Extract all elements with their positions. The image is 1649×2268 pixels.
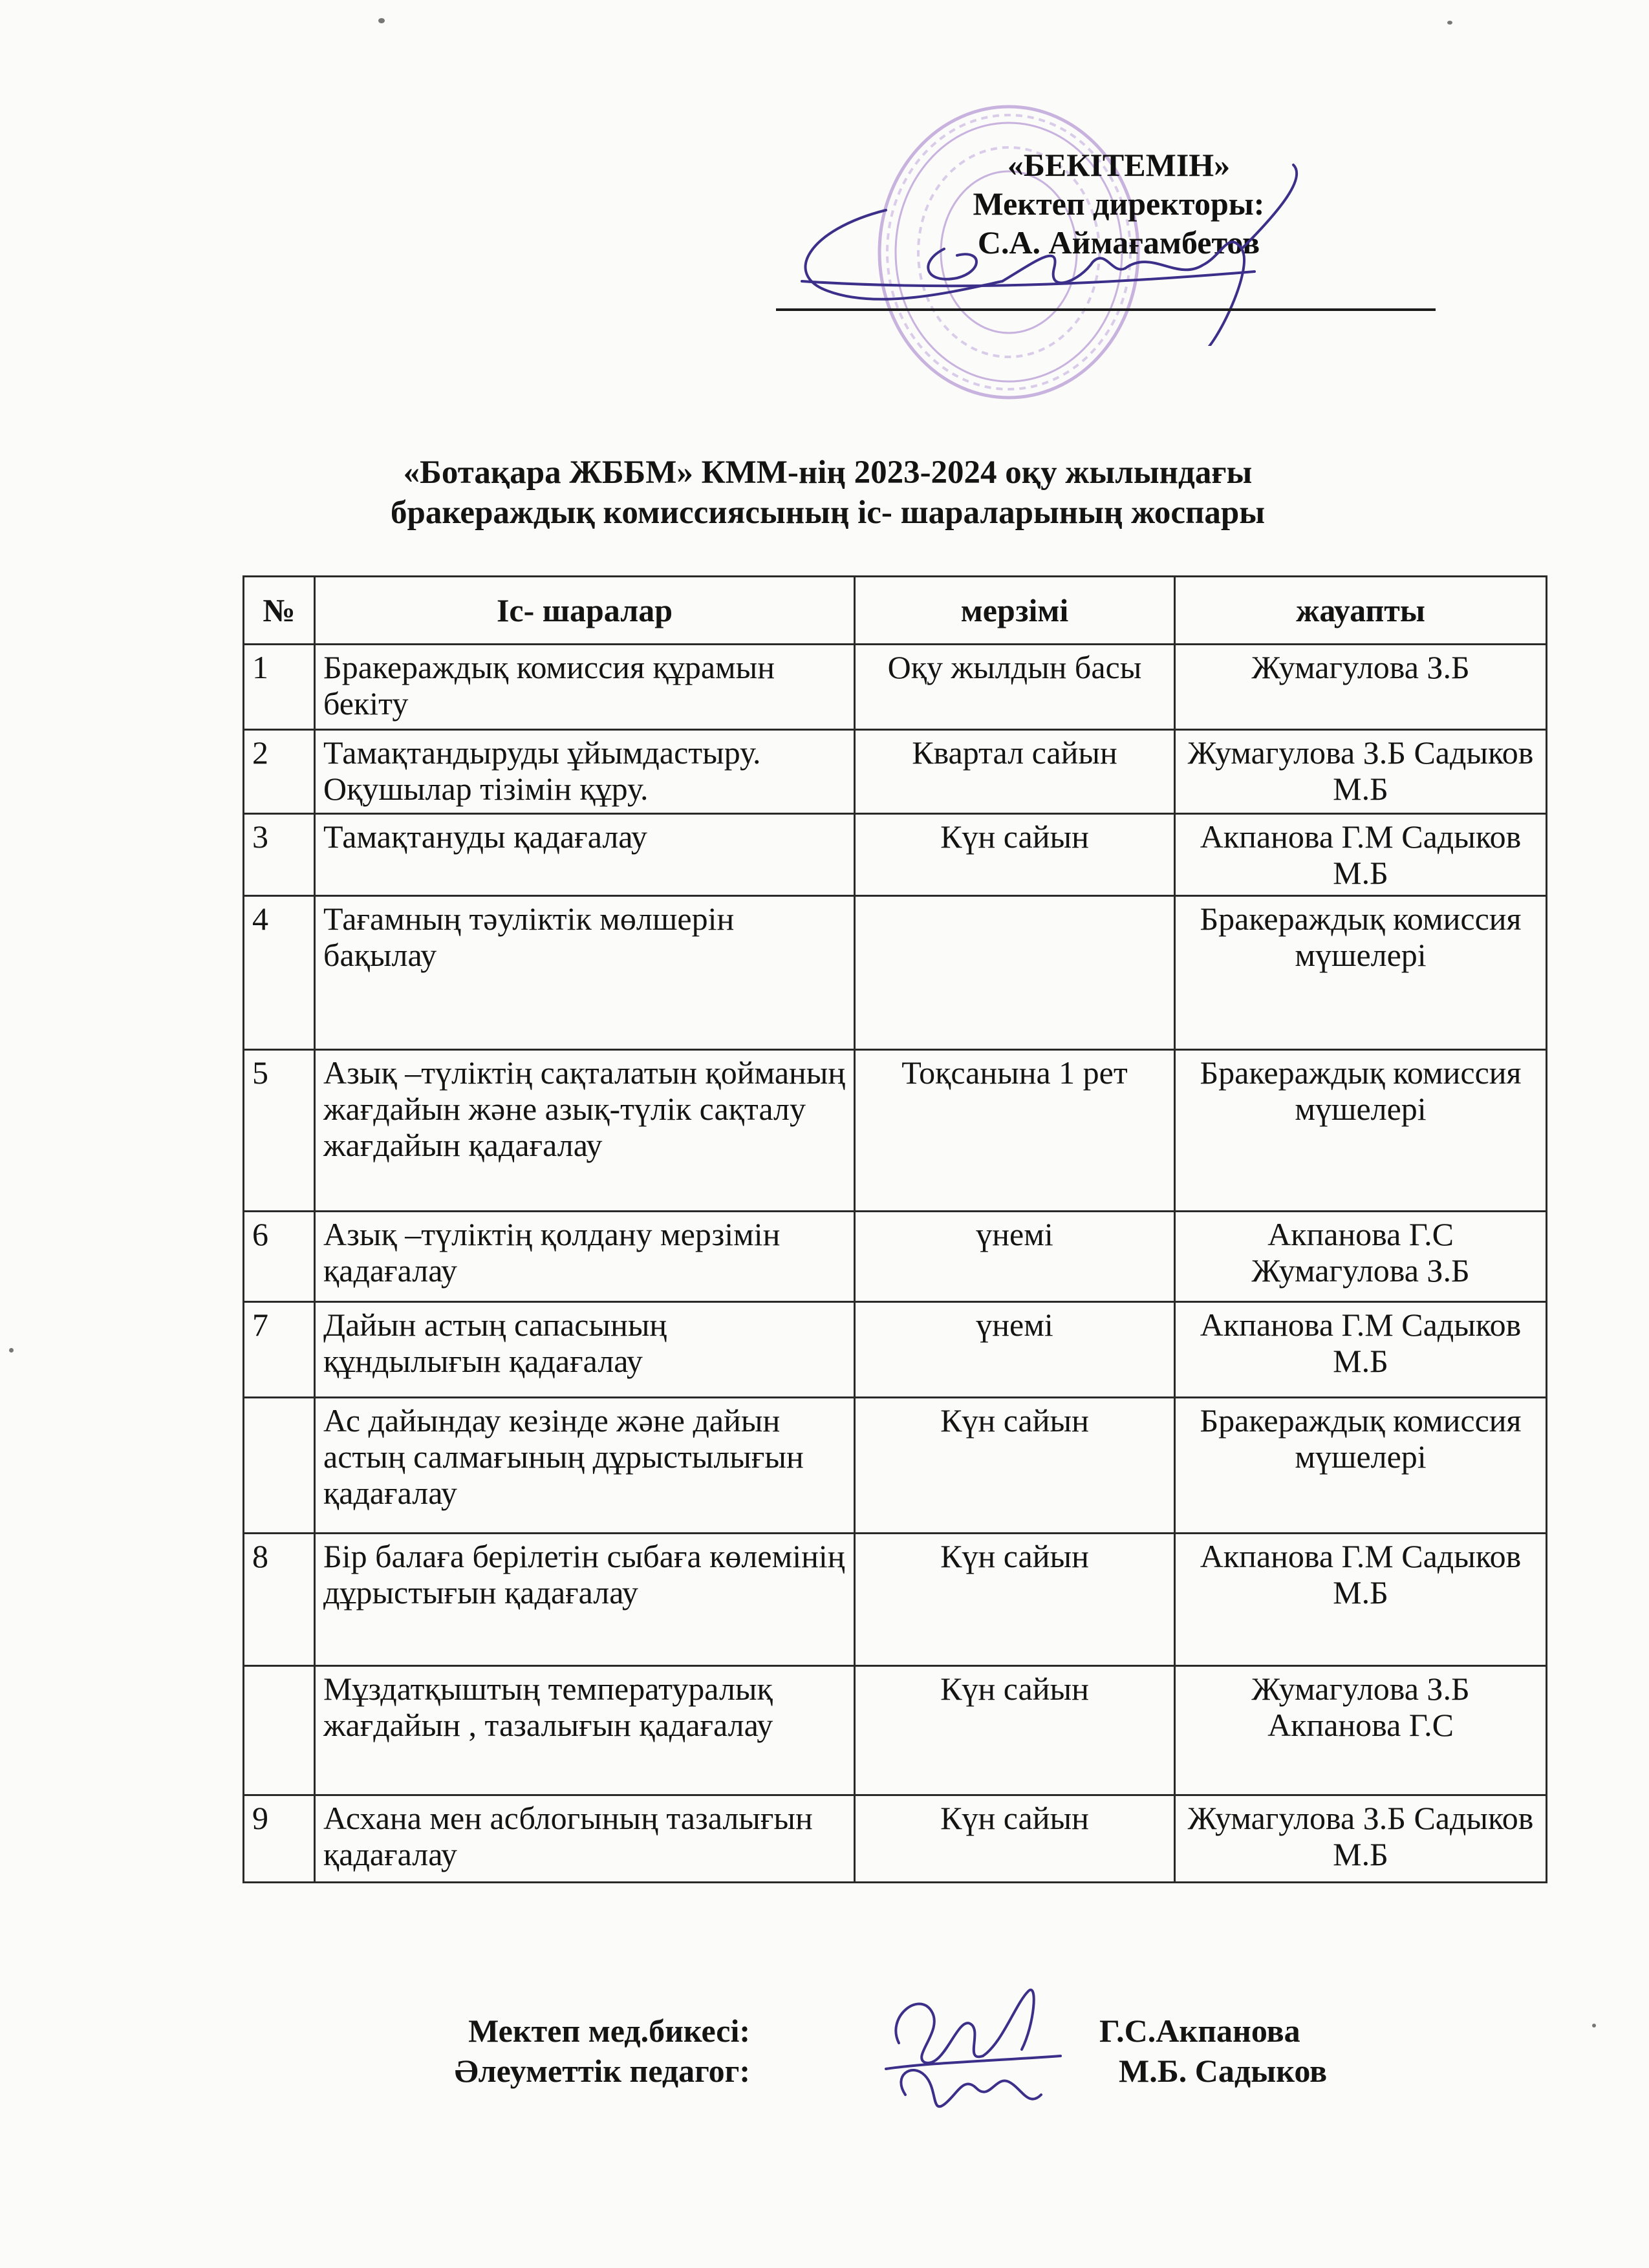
row-responsible: Акпанова Г.М Садыков М.Б: [1175, 814, 1547, 896]
row-term: үнемі: [855, 1212, 1175, 1302]
row-responsible: Бракераждық комиссия мүшелері: [1175, 1398, 1547, 1534]
nurse-role-label: Мектеп мед.бикесі:: [468, 2013, 750, 2049]
row-activity: Ас дайындау кезінде және дайын астың салмағының дұрыстылығын қадағалау: [315, 1398, 855, 1534]
handwritten-signature-icon: [873, 1965, 1080, 2140]
row-responsible: Акпанова Г.С Жумагулова З.Б: [1175, 1212, 1547, 1302]
table-row: [244, 1050, 1547, 1212]
row-activity: Азық –түліктің қолдану мерзімін қадағалау: [315, 1212, 855, 1302]
row-responsible: Акпанова Г.М Садыков М.Б: [1175, 1302, 1547, 1398]
row-term: Квартал сайын: [855, 730, 1175, 814]
table-row: [244, 814, 1547, 896]
table-row: [244, 1398, 1547, 1534]
row-activity: Тағамның тәуліктік мөлшерін бақылау: [315, 896, 855, 1050]
row-responsible: Жумагулова З.Б: [1175, 645, 1547, 730]
row-activity: Тамақтануды қадағалау: [315, 814, 855, 896]
table-row: [244, 896, 1547, 1050]
social-pedagogue-role-label: Әлеуметтік педагог:: [454, 2053, 750, 2089]
activities-table: [242, 575, 1547, 1883]
row-activity: Бракераждық комиссия құрамын бекіту: [315, 645, 855, 730]
row-number: 9: [244, 1795, 315, 1883]
row-responsible: Жумагулова З.Б Садыков М.Б: [1175, 1795, 1547, 1883]
row-number: 1: [244, 645, 315, 730]
row-term: Оқу жылдын басы: [855, 645, 1175, 730]
header-term: мерзімі: [855, 577, 1175, 645]
title-line-1: «Ботақара ЖББМ» КММ-нің 2023-2024 оқу жылындағы: [403, 455, 1253, 491]
signature-underline: [776, 308, 1436, 311]
table-row: [244, 1212, 1547, 1302]
header-number: №: [244, 577, 315, 645]
row-term: Күн сайын: [855, 1398, 1175, 1534]
row-activity: Бір балаға берілетін сыбаға көлемінің дұрыстығын қадағалау: [315, 1534, 855, 1666]
director-signature-icon: [789, 152, 1371, 346]
row-responsible: Акпанова Г.М Садыков М.Б: [1175, 1534, 1547, 1666]
footer-roles: [455, 2011, 750, 2091]
row-term: [855, 896, 1175, 1050]
row-responsible: Бракераждық комиссия мүшелері: [1175, 1050, 1547, 1212]
row-activity: Мұздатқыштың температуралық жағдайын , тазалығын қадағалау: [315, 1666, 855, 1795]
table-row: [244, 1534, 1547, 1666]
table-row: [244, 645, 1547, 730]
header-responsible: жауапты: [1175, 577, 1547, 645]
header-activities: Іс- шаралар: [315, 577, 855, 645]
document-title: [285, 453, 1371, 533]
row-number: 4: [244, 896, 315, 1050]
approval-line-2: Мектеп директоры:: [973, 186, 1265, 222]
row-term: Күн сайын: [855, 1795, 1175, 1883]
row-number: [244, 1398, 315, 1534]
row-number: 5: [244, 1050, 315, 1212]
row-term: үнемі: [855, 1302, 1175, 1398]
table-row: [244, 730, 1547, 814]
row-responsible: Бракераждық комиссия мүшелері: [1175, 896, 1547, 1050]
row-number: [244, 1666, 315, 1795]
row-number: 3: [244, 814, 315, 896]
nurse-name: Г.С.Акпанова: [1099, 2013, 1300, 2049]
row-term: Тоқсанына 1 рет: [855, 1050, 1175, 1212]
row-number: 8: [244, 1534, 315, 1666]
row-responsible: Жумагулова З.Б Акпанова Г.С: [1175, 1666, 1547, 1795]
row-activity: Тамақтандыруды ұйымдастыру. Оқушылар тізімін құру.: [315, 730, 855, 814]
title-line-2: бракераждық комиссиясының іс- шараларының жоспары: [390, 495, 1266, 531]
row-term: Күн сайын: [855, 1666, 1175, 1795]
row-activity: Азық –түліктің сақталатын қойманың жағдайын және азық-түлік сақталу жағдайын қадағалау: [315, 1050, 855, 1212]
table-row: [244, 1795, 1547, 1883]
social-pedagogue-name: М.Б. Садыков: [1119, 2053, 1328, 2089]
footer-signatures: [401, 2011, 1410, 2140]
row-term: Күн сайын: [855, 1534, 1175, 1666]
table-header-row: [244, 577, 1547, 645]
footer-names: [1099, 2011, 1327, 2091]
table-row: [244, 1666, 1547, 1795]
table-row: [244, 1302, 1547, 1398]
row-number: 7: [244, 1302, 315, 1398]
approval-line-1: «БЕКІТЕМІН»: [1007, 147, 1231, 183]
row-number: 2: [244, 730, 315, 814]
approval-line-3: С.А. Аймағамбетов: [977, 224, 1260, 261]
row-activity: Дайын астың сапасының құндылығын қадағалау: [315, 1302, 855, 1398]
approval-block: [776, 139, 1461, 333]
row-number: 6: [244, 1212, 315, 1302]
row-responsible: Жумагулова З.Б Садыков М.Б: [1175, 730, 1547, 814]
row-activity: Асхана мен асблогының тазалығын қадағалау: [315, 1795, 855, 1883]
row-term: Күн сайын: [855, 814, 1175, 896]
